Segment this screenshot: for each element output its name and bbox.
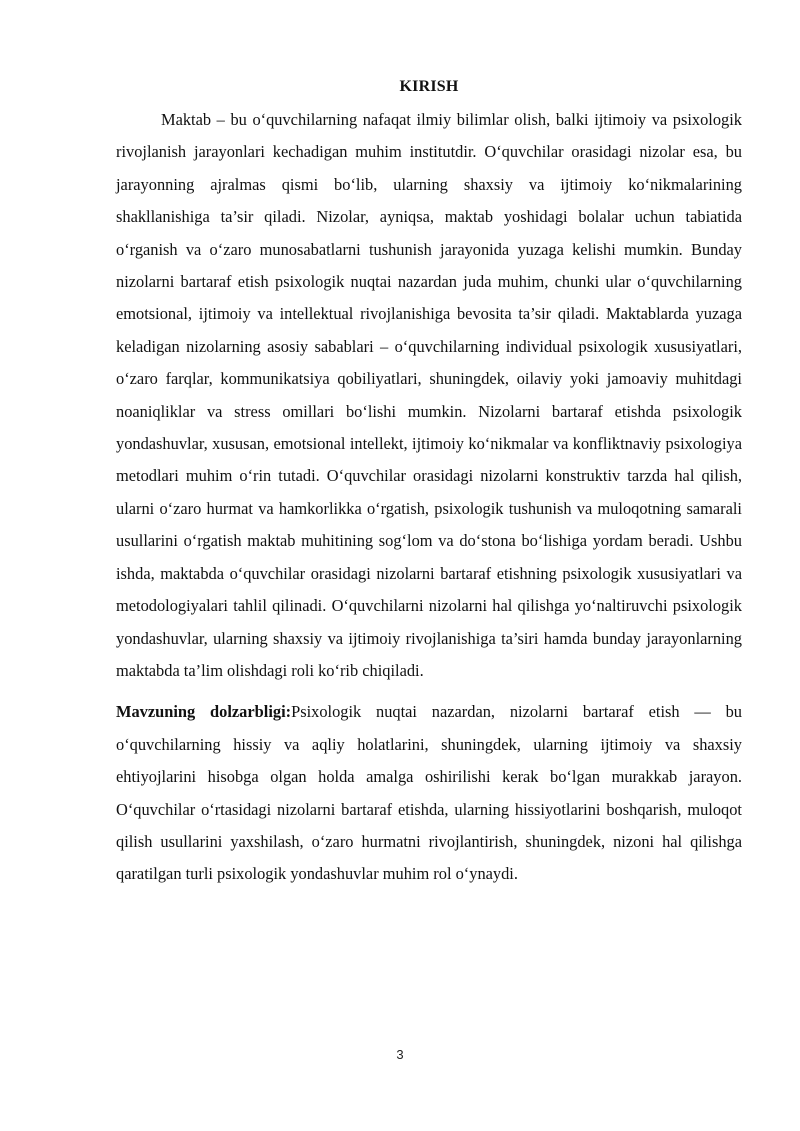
relevance-paragraph <box>116 696 742 890</box>
intro-paragraph: Maktab – bu o‘quvchilarning nafaqat ilmiy bilimlar olish, balki ijtimoiy va psixologik rivojlanish jarayonlari kechadigan muhim institutdir. O‘quvchilar orasidagi nizolar esa, bu jarayonning ajralmas qismi bo‘lib, ularning shaxsiy va ijtimoiy ko‘nikmalarining shakllanishiga ta’sir qiladi. Nizolar, ayniqsa, maktab yoshidagi bolalar uchun tabiatida o‘rganish va o‘zaro munosabatlarni tushunish jarayonida yuzaga kelishi mumkin. Bunday nizolarni bartaraf etish psixologik nuqtai nazardan juda muhim, chunki ular o‘quvchilarning emotsional, ijtimoiy va intellektual rivojlanishiga bevosita ta’sir qiladi. Maktablarda yuzaga keladigan nizolarning asosiy sabablari – o‘quvchilarning individual psixologik xususiyatlari, o‘zaro farqlar, kommunikatsiya qobiliyatlari, shuningdek, oilaviy yoki jamoaviy muhitdagi noaniqliklar va stress omillari bo‘lishi mumkin. Nizolarni bartaraf etishda psixologik yondashuvlar, xususan, emotsional intellekt, ijtimoiy ko‘nikmalar va konfliktnaviy psixologiya metodlari muhim o‘rin tutadi. O‘quvchilar orasidagi nizolarni konstruktiv tarzda hal qilish, ularni o‘zaro hurmat va hamkorlikka o‘rgatish, psixologik tushunish va muloqotning samarali usullarini o‘rgatish maktab muhitining sog‘lom va do‘stona bo‘lishiga yordam beradi. Ushbu ishda, maktabda o‘quvchilar orasidagi nizolarni bartaraf etishning psixologik xususiyatlari va metodologiyalari tahlil qilinadi. O‘quvchilarni nizolarni hal qilishga yo‘naltiruvchi psixologik yondashuvlar, ularning shaxsiy va ijtimoiy rivojlanishiga ta’siri hamda bunday jarayonlarning maktabda ta’lim olishdagi roli ko‘rib chiqiladi. <box>116 110 742 680</box>
relevance-heading: Mavzuning dolzarbligi: <box>116 702 292 722</box>
page-number: 3 <box>396 1047 404 1062</box>
page-content <box>116 76 742 891</box>
section-title: KIRISH <box>399 78 459 95</box>
relevance-text: Psixologik nuqtai nazardan, nizolarni bartaraf etish — bu o‘quvchilarning hissiy va aqliy holatlarini, shuningdek, ularning ijtimoiy va shaxsiy ehtiyojlarini hisobga olgan holda amalga oshirilishi kerak bo‘lgan murakkab jarayon. O‘quvchilar o‘rtasidagi nizolarni bartaraf etishda, ularning hissiyotlarini boshqarish, muloqot qilish usullarini yaxshilash, o‘zaro hurmatni rivojlantirish, shuningdek, nizoni hal qilishga qaratilgan turli psixologik yondashuvlar muhim rol o‘ynaydi. <box>116 702 742 884</box>
